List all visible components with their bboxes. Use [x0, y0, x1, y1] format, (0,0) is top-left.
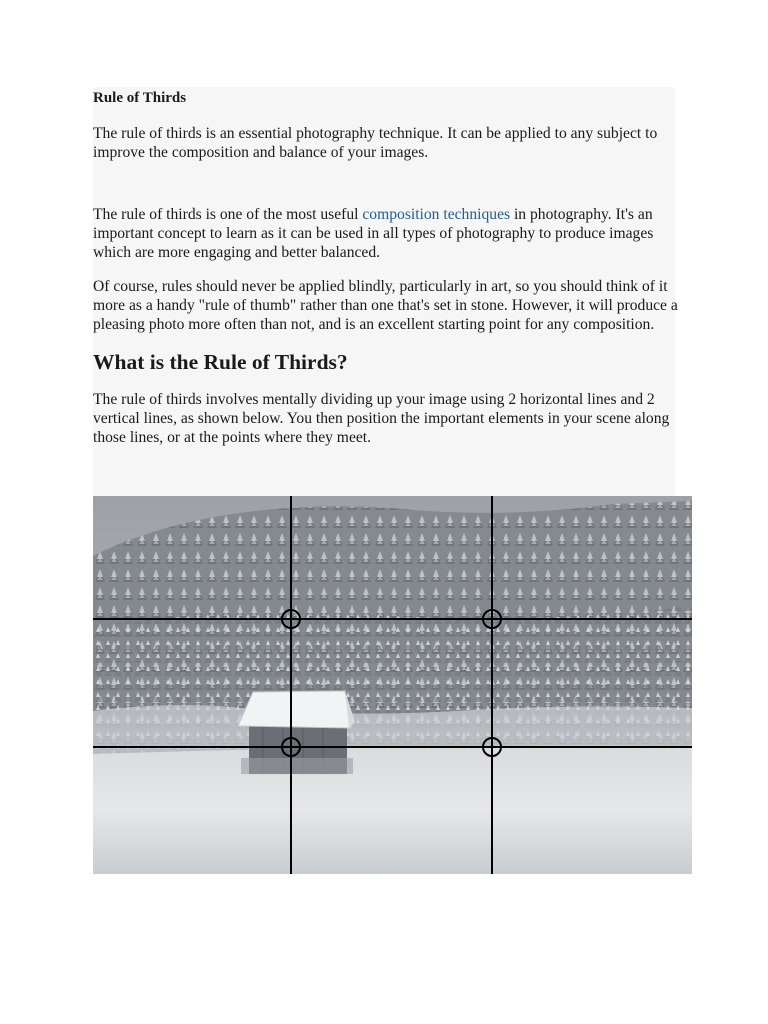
- snow-field: [93, 746, 692, 874]
- body-paragraph-definition: The rule of thirds involves mentally dividing up your image using 2 horizontal lines and 2 vertical lines, as shown below. You then position the important elements in your scene along those lines, or at the points where they meet.: [93, 391, 670, 446]
- document-title: Rule of Thirds: [93, 90, 187, 106]
- article: [93, 87, 683, 447]
- body-paragraph-composition: [93, 205, 683, 262]
- body-paragraph-rules: Of course, rules should never be applied blindly, particularly in art, so you should think of it more as a handy "rule of thumb" rather than one that's set in stone. However, it will produce a pleasing photo more often than not, and is an excellent starting point for any composition.: [93, 278, 678, 333]
- snow-covered-hut: [238, 691, 355, 774]
- paragraph-text: The rule of thirds is one of the most useful: [93, 206, 363, 223]
- section-heading: What is the Rule of Thirds?: [93, 350, 348, 374]
- rule-of-thirds-photo: [93, 496, 692, 874]
- intro-paragraph: The rule of thirds is an essential photography technique. It can be applied to any subject to improve the composition and balance of your images.: [93, 125, 658, 161]
- paragraph-text: in photography. It's an important concept to learn as it can be used in all types of photography to produce images which are more engaging and better balanced.: [93, 206, 654, 261]
- composition-techniques-link[interactable]: composition techniques: [362, 206, 511, 223]
